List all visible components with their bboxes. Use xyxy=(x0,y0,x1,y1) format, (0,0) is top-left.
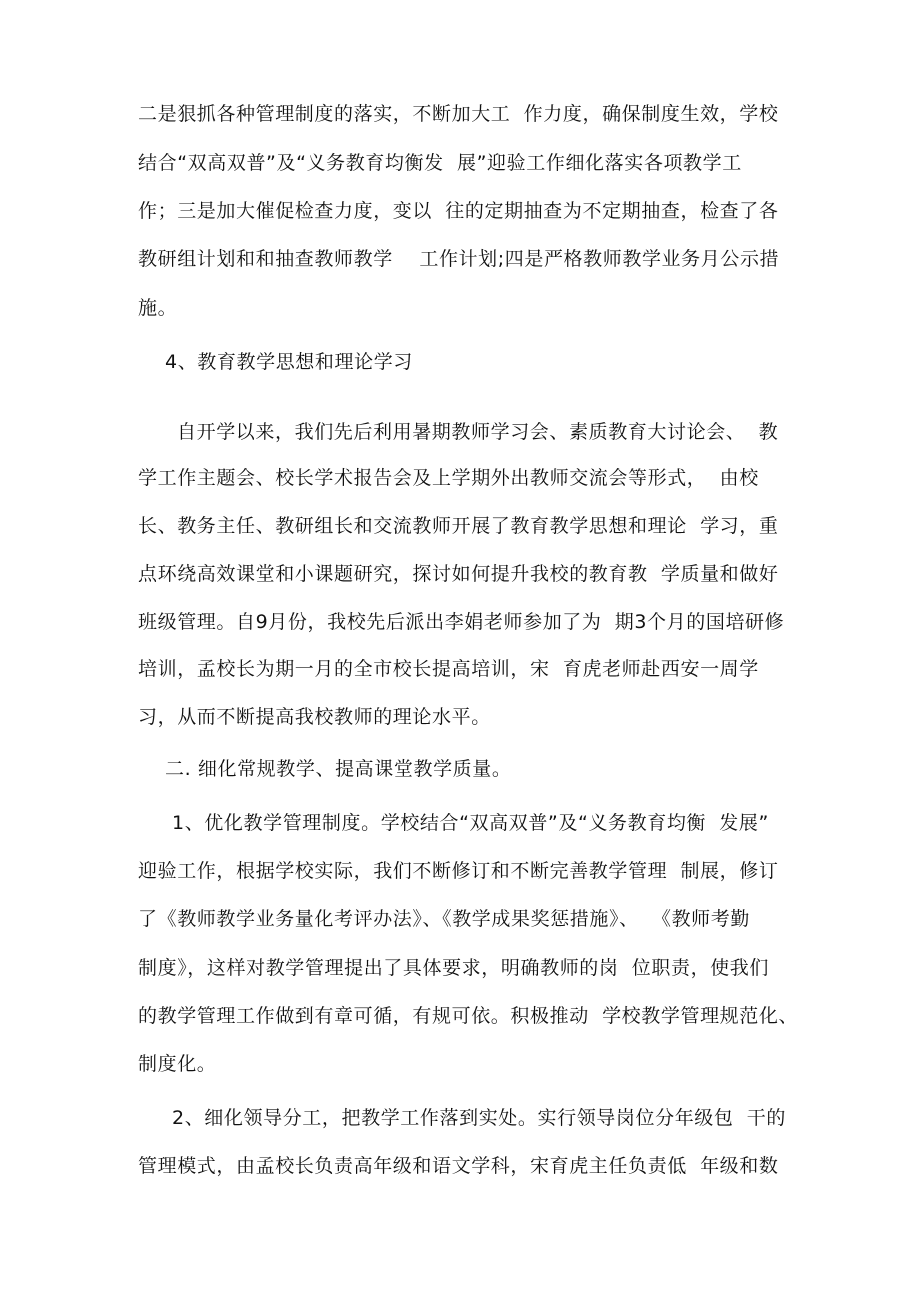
subheading-4: 4、教育教学思想和理论学习 xyxy=(165,351,413,373)
paragraph-1-line-3: 作；三是加大催促检查力度，变以 往的定期抽查为不定期抽查，检查了各 xyxy=(138,200,779,222)
paragraph-3-line-1: 1、优化教学管理制度。学校结合“双高双普”及“义务教育均衡 发展” xyxy=(172,812,769,834)
paragraph-2-line-4: 点环绕高效课堂和小课题研究，探讨如何提升我校的教育教 学质量和做好 xyxy=(138,563,779,585)
paragraph-1-line-5: 施。 xyxy=(138,297,178,319)
section-2-heading: 二. 细化常规教学、提高课堂教学质量。 xyxy=(165,758,512,780)
paragraph-1-line-1: 二是狠抓各种管理制度的落实，不断加大工 作力度，确保制度生效，学校 xyxy=(138,103,779,125)
paragraph-2-line-6: 培训，孟校长为期一月的全市校长提高培训，宋 育虎老师赴西安一周学 xyxy=(138,658,759,680)
paragraph-2-line-5: 班级管理。自9月份，我校先后派出李娟老师参加了为 期3个月的国培研修 xyxy=(138,611,785,633)
paragraph-1-line-2: 结合“双高双普”及“义务教育均衡发 展”迎验工作细化落实各项教学工 xyxy=(138,152,742,174)
paragraph-3-line-5: 的教学管理工作做到有章可循，有规可依。积极推动 学校教学管理规范化、 xyxy=(138,1005,799,1027)
paragraph-4-line-2: 管理模式，由孟校长负责高年级和语文学科，宋育虎主任负责低 年级和数 xyxy=(138,1155,779,1177)
paragraph-3-line-6: 制度化。 xyxy=(138,1053,217,1075)
paragraph-3-line-3: 了《教师教学业务量化考评办法》、《教学成果奖惩措施》、 《教师考勤 xyxy=(138,908,750,930)
paragraph-4-line-1: 2、细化领导分工，把教学工作落到实处。实行领导岗位分年级包 干的 xyxy=(172,1107,786,1129)
paragraph-2-line-1: 自开学以来，我们先后利用暑期教师学习会、素质教育大讨论会、 教 xyxy=(177,421,779,443)
paragraph-2-line-7: 习，从而不断提高我校教师的理论水平。 xyxy=(138,706,491,728)
paragraph-1-line-4: 教研组计划和和抽查教师教学 工作计划;四是严格教师教学业务月公示措 xyxy=(138,248,780,270)
paragraph-2-line-3: 长、教务主任、教研组长和交流教师开展了教育教学思想和理论 学习，重 xyxy=(138,515,779,537)
paragraph-3-line-4: 制度》，这样对教学管理提出了具体要求，明确教师的岗 位职责，使我们 xyxy=(138,957,769,979)
paragraph-2-line-2: 学工作主题会、校长学术报告会及上学期外出教师交流会等形式， 由校 xyxy=(138,467,759,489)
paragraph-3-line-2: 迎验工作，根据学校实际，我们不断修订和不断完善教学管理 制展，修订 xyxy=(138,860,779,882)
